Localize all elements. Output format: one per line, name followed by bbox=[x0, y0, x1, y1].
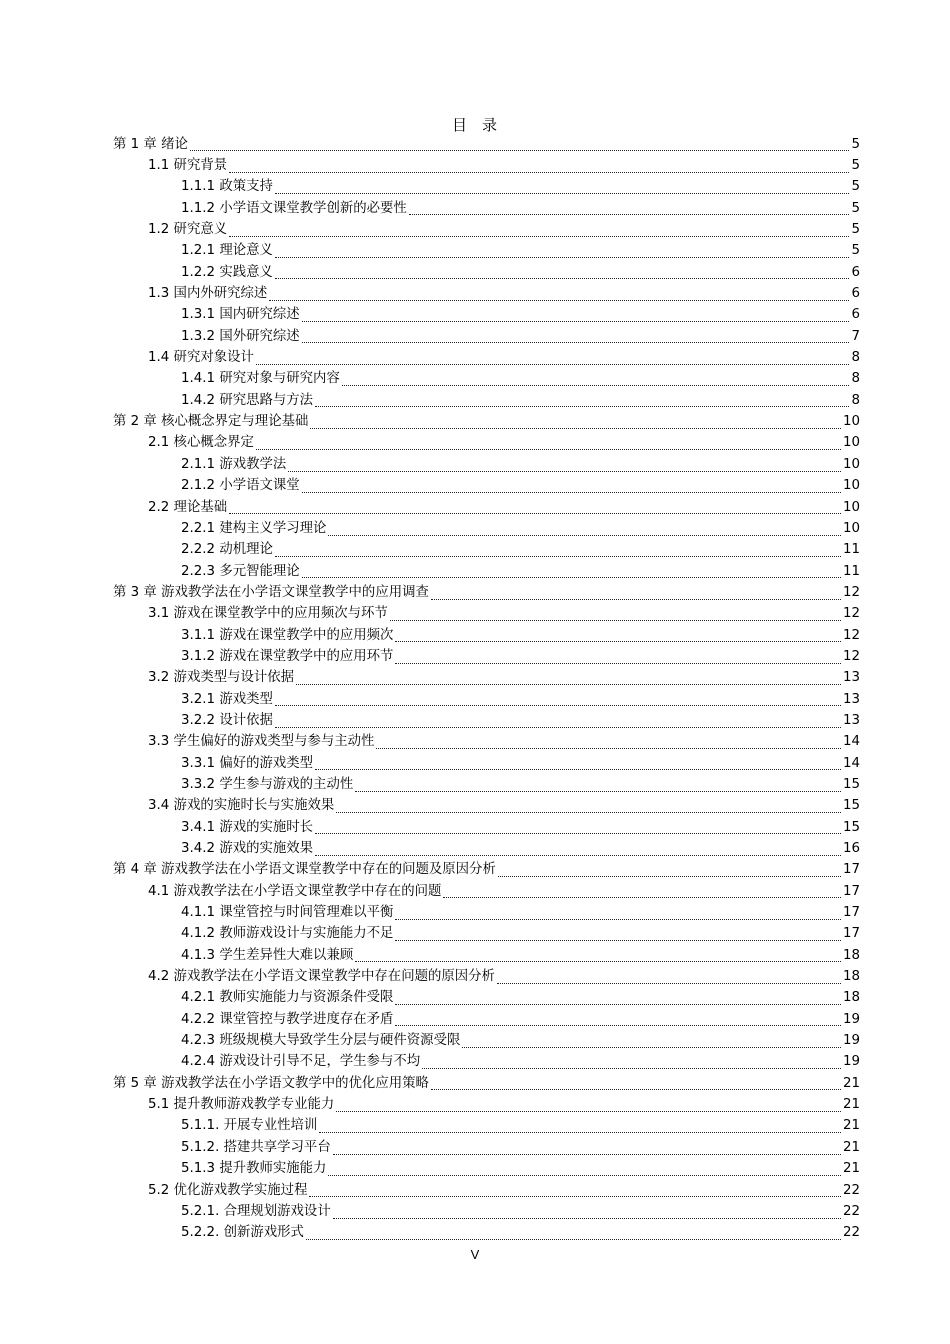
toc-entry-page: 5 bbox=[851, 136, 860, 152]
toc-dot-leader bbox=[431, 1087, 841, 1090]
toc-entry-page: 8 bbox=[851, 371, 860, 387]
toc-list bbox=[113, 134, 860, 1244]
toc-dot-leader bbox=[256, 362, 850, 365]
toc-entry[interactable] bbox=[113, 411, 860, 432]
toc-dot-leader bbox=[336, 1109, 841, 1112]
toc-entry[interactable] bbox=[113, 497, 860, 518]
toc-title bbox=[0, 114, 950, 135]
toc-entry-title: 1.1.2 小学语文课堂教学创新的必要性 bbox=[181, 200, 407, 216]
toc-entry-title: 5.2.2. 创新游戏形式 bbox=[181, 1225, 304, 1241]
toc-dot-leader bbox=[395, 938, 841, 941]
toc-entry-page: 10 bbox=[842, 520, 860, 536]
toc-dot-leader bbox=[443, 895, 841, 898]
toc-entry[interactable] bbox=[113, 1201, 860, 1222]
toc-dot-leader bbox=[275, 255, 850, 258]
toc-entry-title: 2.2.1 建构主义学习理论 bbox=[181, 520, 327, 536]
toc-dot-leader bbox=[319, 1130, 841, 1133]
toc-entry[interactable] bbox=[113, 817, 860, 838]
toc-entry-page: 19 bbox=[842, 1033, 860, 1049]
toc-entry-title: 3.4 游戏的实施时长与实施效果 bbox=[148, 798, 335, 814]
toc-entry-page: 5 bbox=[851, 179, 860, 195]
toc-entry[interactable] bbox=[113, 1180, 860, 1201]
toc-dot-leader bbox=[302, 340, 850, 343]
toc-entry-page: 11 bbox=[842, 542, 860, 558]
toc-dot-leader bbox=[275, 703, 841, 706]
toc-dot-leader bbox=[498, 874, 841, 877]
toc-entry[interactable] bbox=[113, 881, 860, 902]
toc-entry-title: 1.2.1 理论意义 bbox=[181, 243, 273, 259]
toc-entry-page: 10 bbox=[842, 499, 860, 515]
toc-entry[interactable] bbox=[113, 347, 860, 368]
toc-entry-title: 1.3.1 国内研究综述 bbox=[181, 307, 300, 323]
toc-entry-title: 5.1 提升教师游戏教学专业能力 bbox=[148, 1097, 335, 1113]
toc-entry-page: 14 bbox=[842, 734, 860, 750]
toc-entry-page: 21 bbox=[842, 1161, 860, 1177]
toc-dot-leader bbox=[229, 234, 849, 237]
toc-entry-page: 21 bbox=[842, 1075, 860, 1091]
toc-entry-title: 1.4.1 研究对象与研究内容 bbox=[181, 371, 340, 387]
toc-entry-title: 5.1.2. 搭建共享学习平台 bbox=[181, 1139, 331, 1155]
toc-entry-title: 5.2 优化游戏教学实施过程 bbox=[148, 1182, 308, 1198]
toc-entry-title: 第 2 章 核心概念界定与理论基础 bbox=[113, 414, 309, 430]
toc-entry-title: 3.2 游戏类型与设计依据 bbox=[148, 670, 295, 686]
toc-entry-title: 3.4.1 游戏的实施时长 bbox=[181, 819, 314, 835]
toc-entry-page: 15 bbox=[842, 776, 860, 792]
toc-entry-page: 12 bbox=[842, 627, 860, 643]
toc-entry[interactable] bbox=[113, 796, 860, 817]
toc-entry-title: 4.1 游戏教学法在小学语文课堂教学中存在的问题 bbox=[148, 883, 442, 899]
toc-entry[interactable] bbox=[113, 390, 860, 411]
toc-entry[interactable] bbox=[113, 625, 860, 646]
toc-dot-leader bbox=[256, 447, 841, 450]
toc-entry-page: 11 bbox=[842, 563, 860, 579]
toc-entry-page: 22 bbox=[842, 1225, 860, 1241]
toc-dot-leader bbox=[355, 959, 841, 962]
toc-entry[interactable] bbox=[113, 582, 860, 603]
toc-entry-page: 10 bbox=[842, 456, 860, 472]
toc-entry-page: 22 bbox=[842, 1182, 860, 1198]
toc-entry-title: 1.4 研究对象设计 bbox=[148, 350, 254, 366]
toc-entry[interactable] bbox=[113, 753, 860, 774]
toc-dot-leader bbox=[431, 597, 841, 600]
toc-dot-leader bbox=[296, 682, 841, 685]
toc-entry-page: 19 bbox=[842, 1011, 860, 1027]
toc-entry[interactable] bbox=[113, 219, 860, 240]
toc-dot-leader bbox=[336, 810, 841, 813]
toc-entry-title: 3.2.2 设计依据 bbox=[181, 712, 273, 728]
toc-entry-page: 12 bbox=[842, 584, 860, 600]
toc-dot-leader bbox=[302, 575, 841, 578]
toc-entry[interactable] bbox=[113, 1073, 860, 1094]
toc-dot-leader bbox=[229, 170, 849, 173]
toc-entry-page: 16 bbox=[842, 841, 860, 857]
toc-dot-leader bbox=[497, 981, 841, 984]
toc-entry[interactable] bbox=[113, 774, 860, 795]
toc-entry-title: 3.1 游戏在课堂教学中的应用频次与环节 bbox=[148, 606, 388, 622]
toc-dot-leader bbox=[315, 831, 841, 834]
toc-entry-page: 13 bbox=[842, 691, 860, 707]
toc-entry[interactable] bbox=[113, 1030, 860, 1051]
toc-entry[interactable] bbox=[113, 1223, 860, 1244]
toc-entry[interactable] bbox=[113, 433, 860, 454]
toc-entry-page: 17 bbox=[842, 926, 860, 942]
toc-title-char-2: 录 bbox=[482, 116, 499, 134]
toc-entry[interactable] bbox=[113, 1052, 860, 1073]
toc-dot-leader bbox=[328, 533, 841, 536]
toc-dot-leader bbox=[275, 554, 841, 557]
toc-entry[interactable] bbox=[113, 604, 860, 625]
toc-entry-title: 第 3 章 游戏教学法在小学语文课堂教学中的应用调查 bbox=[113, 584, 429, 600]
toc-entry-title: 4.1.3 学生差异性大难以兼顾 bbox=[181, 947, 354, 963]
toc-dot-leader bbox=[395, 639, 841, 642]
toc-entry-page: 13 bbox=[842, 712, 860, 728]
toc-entry-page: 21 bbox=[842, 1139, 860, 1155]
toc-entry-page: 12 bbox=[842, 648, 860, 664]
toc-entry[interactable] bbox=[113, 177, 860, 198]
toc-entry[interactable] bbox=[113, 1137, 860, 1158]
toc-entry[interactable] bbox=[113, 966, 860, 987]
toc-entry-page: 5 bbox=[851, 158, 860, 174]
toc-entry[interactable] bbox=[113, 838, 860, 859]
toc-entry-title: 第 5 章 游戏教学法在小学语文教学中的优化应用策略 bbox=[113, 1075, 429, 1091]
toc-entry-title: 5.2.1. 合理规划游戏设计 bbox=[181, 1203, 331, 1219]
toc-entry-page: 21 bbox=[842, 1118, 860, 1134]
toc-dot-leader bbox=[288, 469, 841, 472]
toc-entry-title: 1.2.2 实践意义 bbox=[181, 264, 273, 280]
toc-entry[interactable] bbox=[113, 988, 860, 1009]
toc-entry-title: 2.1 核心概念界定 bbox=[148, 435, 254, 451]
toc-entry-page: 8 bbox=[851, 350, 860, 366]
toc-dot-leader bbox=[269, 298, 849, 301]
toc-entry-title: 2.2.2 动机理论 bbox=[181, 542, 273, 558]
toc-dot-leader bbox=[395, 917, 841, 920]
toc-entry-title: 1.4.2 研究思路与方法 bbox=[181, 392, 314, 408]
toc-entry-title: 4.2.3 班级规模大导致学生分层与硬件资源受限 bbox=[181, 1033, 461, 1049]
toc-entry-title: 3.2.1 游戏类型 bbox=[181, 691, 273, 707]
toc-entry[interactable] bbox=[113, 924, 860, 945]
toc-entry[interactable] bbox=[113, 945, 860, 966]
toc-entry[interactable] bbox=[113, 476, 860, 497]
toc-dot-leader bbox=[395, 1023, 841, 1026]
toc-entry[interactable] bbox=[113, 155, 860, 176]
toc-dot-leader bbox=[275, 725, 841, 728]
toc-entry-page: 17 bbox=[842, 862, 860, 878]
toc-entry[interactable] bbox=[113, 198, 860, 219]
toc-dot-leader bbox=[376, 746, 841, 749]
toc-entry-title: 3.4.2 游戏的实施效果 bbox=[181, 841, 314, 857]
toc-dot-leader bbox=[306, 1237, 841, 1240]
toc-entry-title: 4.1.1 课堂管控与时间管理难以平衡 bbox=[181, 905, 394, 921]
toc-entry-title: 第 4 章 游戏教学法在小学语文课堂教学中存在的问题及原因分析 bbox=[113, 862, 496, 878]
toc-entry[interactable] bbox=[113, 241, 860, 262]
toc-dot-leader bbox=[315, 767, 841, 770]
toc-entry[interactable] bbox=[113, 1116, 860, 1137]
toc-entry-title: 1.3.2 国外研究综述 bbox=[181, 328, 300, 344]
toc-dot-leader bbox=[395, 1002, 841, 1005]
toc-entry-title: 1.3 国内外研究综述 bbox=[148, 286, 268, 302]
toc-dot-leader bbox=[302, 490, 841, 493]
toc-entry[interactable] bbox=[113, 283, 860, 304]
toc-entry[interactable] bbox=[113, 860, 860, 881]
toc-dot-leader bbox=[310, 426, 841, 429]
toc-entry[interactable] bbox=[113, 561, 860, 582]
toc-entry-title: 2.1.2 小学语文课堂 bbox=[181, 478, 300, 494]
toc-entry[interactable] bbox=[113, 540, 860, 561]
toc-dot-leader bbox=[309, 1194, 840, 1197]
toc-dot-leader bbox=[229, 511, 841, 514]
toc-entry-page: 12 bbox=[842, 606, 860, 622]
toc-entry-title: 3.1.2 游戏在课堂教学中的应用环节 bbox=[181, 648, 394, 664]
toc-entry[interactable] bbox=[113, 326, 860, 347]
toc-entry[interactable] bbox=[113, 902, 860, 923]
toc-dot-leader bbox=[342, 383, 850, 386]
toc-entry-title: 4.2 游戏教学法在小学语文课堂教学中存在问题的原因分析 bbox=[148, 969, 495, 985]
toc-entry[interactable] bbox=[113, 710, 860, 731]
toc-entry-page: 21 bbox=[842, 1097, 860, 1113]
toc-entry-page: 18 bbox=[842, 969, 860, 985]
toc-entry-title: 1.1.1 政策支持 bbox=[181, 179, 273, 195]
toc-entry-title: 3.3.2 学生参与游戏的主动性 bbox=[181, 776, 354, 792]
toc-dot-leader bbox=[355, 789, 841, 792]
toc-entry-page: 6 bbox=[851, 286, 860, 302]
toc-entry-title: 5.1.3 提升教师实施能力 bbox=[181, 1161, 327, 1177]
toc-entry-page: 18 bbox=[842, 990, 860, 1006]
toc-entry-title: 1.2 研究意义 bbox=[148, 222, 228, 238]
toc-entry-page: 5 bbox=[851, 222, 860, 238]
toc-entry-title: 2.2 理论基础 bbox=[148, 499, 228, 515]
toc-entry-title: 1.1 研究背景 bbox=[148, 158, 228, 174]
toc-entry-title: 2.1.1 游戏教学法 bbox=[181, 456, 287, 472]
toc-entry-page: 18 bbox=[842, 947, 860, 963]
toc-entry-page: 17 bbox=[842, 883, 860, 899]
toc-title-char-1: 目 bbox=[451, 116, 468, 134]
toc-entry-page: 6 bbox=[851, 307, 860, 323]
toc-dot-leader bbox=[395, 661, 841, 664]
toc-entry[interactable] bbox=[113, 262, 860, 283]
toc-entry-page: 14 bbox=[842, 755, 860, 771]
toc-entry[interactable] bbox=[113, 668, 860, 689]
toc-dot-leader bbox=[302, 319, 850, 322]
toc-entry-page: 10 bbox=[842, 478, 860, 494]
toc-dot-leader bbox=[190, 148, 850, 151]
toc-dot-leader bbox=[333, 1216, 841, 1219]
toc-entry[interactable] bbox=[113, 1159, 860, 1180]
toc-dot-leader bbox=[390, 618, 841, 621]
toc-entry-page: 19 bbox=[842, 1054, 860, 1070]
toc-entry-page: 17 bbox=[842, 905, 860, 921]
toc-entry[interactable] bbox=[113, 1094, 860, 1115]
toc-dot-leader bbox=[315, 853, 841, 856]
toc-entry[interactable] bbox=[113, 646, 860, 667]
toc-entry[interactable] bbox=[113, 732, 860, 753]
toc-entry-title: 4.2.2 课堂管控与教学进度存在矛盾 bbox=[181, 1011, 394, 1027]
toc-entry-title: 4.2.4 游戏设计引导不足，学生参与不均 bbox=[181, 1054, 421, 1070]
toc-dot-leader bbox=[328, 1173, 841, 1176]
toc-entry[interactable] bbox=[113, 689, 860, 710]
toc-entry-page: 22 bbox=[842, 1203, 860, 1219]
toc-dot-leader bbox=[315, 404, 849, 407]
toc-entry-title: 3.1.1 游戏在课堂教学中的应用频次 bbox=[181, 627, 394, 643]
toc-entry[interactable] bbox=[113, 1009, 860, 1030]
page-number: V bbox=[470, 1247, 480, 1262]
toc-dot-leader bbox=[275, 276, 850, 279]
toc-dot-leader bbox=[275, 191, 850, 194]
toc-entry-title: 5.1.1. 开展专业性培训 bbox=[181, 1118, 318, 1134]
toc-entry-title: 4.1.2 教师游戏设计与实施能力不足 bbox=[181, 926, 394, 942]
toc-entry-page: 10 bbox=[842, 435, 860, 451]
toc-entry[interactable] bbox=[113, 518, 860, 539]
toc-entry-page: 6 bbox=[851, 264, 860, 280]
toc-entry[interactable] bbox=[113, 305, 860, 326]
toc-entry-title: 2.2.3 多元智能理论 bbox=[181, 563, 300, 579]
toc-entry-page: 13 bbox=[842, 670, 860, 686]
toc-entry-page: 15 bbox=[842, 798, 860, 814]
toc-dot-leader bbox=[333, 1152, 841, 1155]
toc-entry-page: 8 bbox=[851, 392, 860, 408]
toc-entry-page: 10 bbox=[842, 414, 860, 430]
toc-dot-leader bbox=[409, 212, 850, 215]
toc-entry-page: 5 bbox=[851, 200, 860, 216]
toc-entry-title: 3.3 学生偏好的游戏类型与参与主动性 bbox=[148, 734, 375, 750]
toc-dot-leader bbox=[462, 1045, 841, 1048]
toc-entry-page: 7 bbox=[851, 328, 860, 344]
toc-entry-title: 3.3.1 偏好的游戏类型 bbox=[181, 755, 314, 771]
toc-entry[interactable] bbox=[113, 454, 860, 475]
toc-entry-title: 4.2.1 教师实施能力与资源条件受限 bbox=[181, 990, 394, 1006]
toc-entry-page: 15 bbox=[842, 819, 860, 835]
toc-entry-title: 第 1 章 绪论 bbox=[113, 136, 188, 152]
toc-entry[interactable] bbox=[113, 369, 860, 390]
toc-entry[interactable] bbox=[113, 134, 860, 155]
toc-dot-leader bbox=[422, 1066, 841, 1069]
toc-entry-page: 5 bbox=[851, 243, 860, 259]
